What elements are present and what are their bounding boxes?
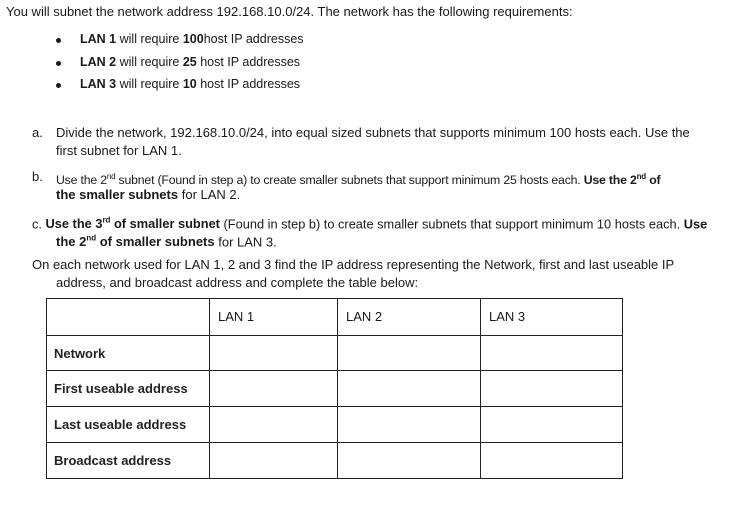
step-c-text: for LAN 3. [214,234,277,250]
row-label-broadcast: Broadcast address [47,443,210,479]
req-post: host IP addresses [196,55,301,69]
bullet-icon [56,38,61,43]
requirement-lan2 [80,55,300,69]
step-c-bold: of smaller subnets [96,234,215,250]
cell-lan2-first[interactable] [338,371,481,407]
cell-lan1-last[interactable] [210,407,338,443]
requirement-lan3 [80,77,300,91]
table-row [47,371,623,407]
req-num: 10 [182,77,197,91]
step-c-bold: of smaller subnet [110,216,220,232]
cell-lan1-first[interactable] [210,371,338,407]
req-lan-label: LAN 2 [80,55,117,69]
step-b-bold: Use the 2 [583,173,637,188]
step-c-line2 [56,230,277,251]
cell-lan2-network[interactable] [338,336,481,371]
req-post: host IP addresses [203,32,304,46]
table-header-cell: LAN 2 [338,299,481,336]
req-lan-label: LAN 3 [80,77,117,91]
table-header-row [47,299,623,336]
step-a-marker: a. [32,125,43,140]
step-b-text: Use the 2 [56,173,107,188]
superscript: nd [106,172,116,181]
req-post: host IP addresses [196,77,301,91]
req-pre: will require [119,55,183,69]
row-label-network: Network [47,336,210,371]
cell-lan1-broadcast[interactable] [210,443,338,479]
superscript: rd [102,216,111,225]
req-num: 100 [182,32,204,46]
cell-lan1-network[interactable] [210,336,338,371]
step-b-bold: of [645,173,661,188]
instruction-line1: On each network used for LAN 1, 2 and 3 find the IP address representing the Network, first and last useable IP [32,257,675,272]
cell-lan3-broadcast[interactable] [481,443,623,479]
table-row [47,407,623,443]
req-pre: will require [119,77,183,91]
cell-lan2-broadcast[interactable] [338,443,481,479]
subnet-table [46,298,623,479]
req-pre: will require [119,32,183,46]
step-c-text: (Found in step b) to create smaller subnets that support minimum 10 hosts each. [219,216,684,232]
step-c-marker: c. [32,216,42,232]
step-c-bold: Use [683,216,708,232]
cell-lan2-last[interactable] [338,407,481,443]
step-c-bold: Use the 3 [45,216,103,232]
instruction-line2: address, and broadcast address and complete the table below: [56,275,419,290]
cell-lan3-last[interactable] [481,407,623,443]
row-label-first-useable: First useable address [47,371,210,407]
step-b-bold: the smaller subnets [56,187,179,202]
bullet-icon [56,83,61,88]
req-lan-label: LAN 1 [80,32,117,46]
table-header-cell [47,299,210,336]
table-row [47,443,623,479]
step-b-line2 [56,186,240,204]
cell-lan3-network[interactable] [481,336,623,371]
superscript: nd [86,234,97,243]
step-b-marker: b. [32,169,43,184]
cell-lan3-first[interactable] [481,371,623,407]
row-label-last-useable: Last useable address [47,407,210,443]
table-header-cell: LAN 3 [481,299,623,336]
table-header-cell: LAN 1 [210,299,338,336]
req-num: 25 [182,55,197,69]
step-a-line2: first subnet for LAN 1. [56,143,182,158]
step-a-line1: Divide the network, 192.168.10.0/24, into equal sized subnets that supports minimum 100 hosts each. Use the [56,125,690,140]
requirement-lan1 [80,32,304,46]
table-row [47,336,623,371]
intro-text: You will subnet the network address 192.168.10.0/24. The network has the following requirements: [6,4,573,19]
step-b-text: for LAN 2. [178,187,241,202]
step-c-bold: the 2 [56,234,87,250]
bullet-icon [56,61,61,66]
step-b-text: subnet (Found in step a) to create smaller subnets that support minimum 25 hosts each. [115,173,584,188]
superscript: nd [636,172,646,181]
